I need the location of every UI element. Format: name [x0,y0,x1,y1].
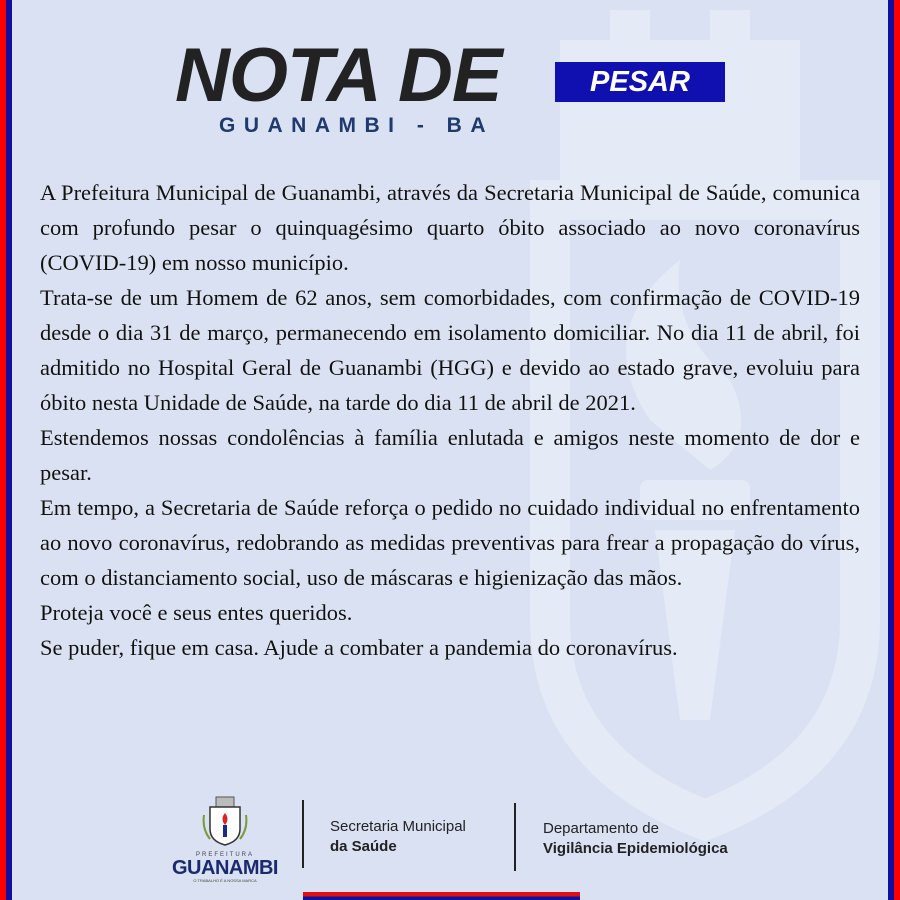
departamento-line1: Departamento de [543,820,659,837]
paragraph: Em tempo, a Secretaria de Saúde reforça o pedido no cuidado individual no enfrentamento ao novo coronavírus, redobrando as medidas preventivas para frear a propagação do vírus, com o distanciamento social, uso de máscaras e higienização das mãos. [40,495,860,590]
secretaria-line1: Secretaria Municipal [330,818,466,835]
location-subtitle: GUANAMBI - BA [219,114,494,137]
secretaria-line2: da Saúde [330,838,397,855]
title-badge: PESAR [555,62,725,102]
departamento-label [543,819,728,859]
page-title: NOTA DE [175,33,502,118]
coat-of-arms-icon [202,795,248,847]
note-body [40,175,860,665]
paragraph: Proteja você e seus entes queridos. [40,600,353,625]
divider [514,803,516,871]
paragraph: Estendemos nossas condolências à família enlutada e amigos neste momento de dor e pesar. [40,425,860,485]
bottom-accent-bar [303,892,580,900]
paragraph: Se puder, fique em casa. Ajude a combater a pandemia do coronavírus. [40,635,678,660]
departamento-line2: Vigilância Epidemiológica [543,840,728,857]
prefeitura-logo [170,795,280,883]
secretaria-label [330,817,466,857]
paragraph: Trata-se de um Homem de 62 anos, sem comorbidades, com confirmação de COVID-19 desde o dia 31 de março, permanecendo em isolamento domiciliar. No dia 11 de abril, foi admitido no Hospital Geral de Guanambi (HGG) e devido ao estado grave, evoluiu para óbito nesta Unidade de Saúde, na tarde do dia 11 de abril de 2021. [40,285,860,415]
logo-prefeitura-text: PREFEITURA [195,852,254,858]
paragraph: A Prefeitura Municipal de Guanambi, através da Secretaria Municipal de Saúde, comunica com profundo pesar o quinquagésimo quarto óbito associado ao novo coronavírus (COVID-19) em nosso município. [40,180,860,275]
logo-name: GUANAMBI [172,857,278,879]
logo-motto: O TRABALHO É A NOSSA MARCA [193,878,257,883]
left-border-blue [6,0,12,900]
divider [302,800,304,868]
